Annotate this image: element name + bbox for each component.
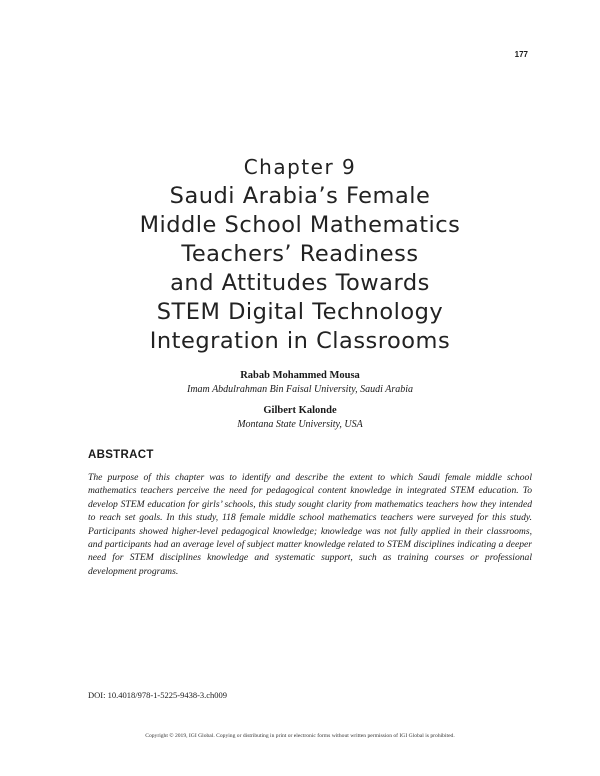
doi: DOI: 10.4018/978-1-5225-9438-3.ch009 <box>88 690 228 700</box>
title-line: and Attitudes Towards <box>170 270 430 296</box>
chapter-label: Chapter 9 <box>243 155 357 179</box>
author-affiliation: Imam Abdulrahman Bin Faisal University, Saudi Arabia <box>186 384 413 395</box>
title-line: Saudi Arabia’s Female <box>169 183 431 209</box>
title-line: Integration in Classrooms <box>149 328 451 354</box>
title-line: Middle School Mathematics <box>139 212 461 238</box>
author-name: Rabab Mohammed Mousa <box>240 370 360 381</box>
title-line: Teachers’ Readiness <box>181 241 419 267</box>
author-name: Gilbert Kalonde <box>263 405 337 416</box>
title-line: STEM Digital Technology <box>156 299 444 325</box>
chapter-title <box>60 182 540 356</box>
author-2 <box>0 404 600 431</box>
abstract-text: The purpose of this chapter was to identify and describe the extent to which Saudi female middle school mathematics teachers perceive the need for pedagogical content knowledge in integrated STEM education. To develop STEM education for girls’ schools, this study sought clarity from mathematics teachers how they intended to reach set goals. In this study, 118 female middle school mathematics teachers were surveyed for this study. Participants showed higher-level pedagogical knowledge; knowledge was not fully applied in their classrooms, and participants had an average level of subject matter knowledge related to STEM disciplines indicating a deeper need for STEM disciplines knowledge and systematic support, such as training courses or professional development programs. <box>88 472 532 577</box>
abstract-heading: ABSTRACT <box>88 449 154 461</box>
page-number: 177 <box>514 50 528 59</box>
author-1 <box>0 369 600 396</box>
author-affiliation: Montana State University, USA <box>237 419 363 430</box>
copyright-notice: Copyright © 2019, IGI Global. Copying or distributing in print or electronic forms without written permission of IGI Global is prohibited. <box>145 733 455 739</box>
